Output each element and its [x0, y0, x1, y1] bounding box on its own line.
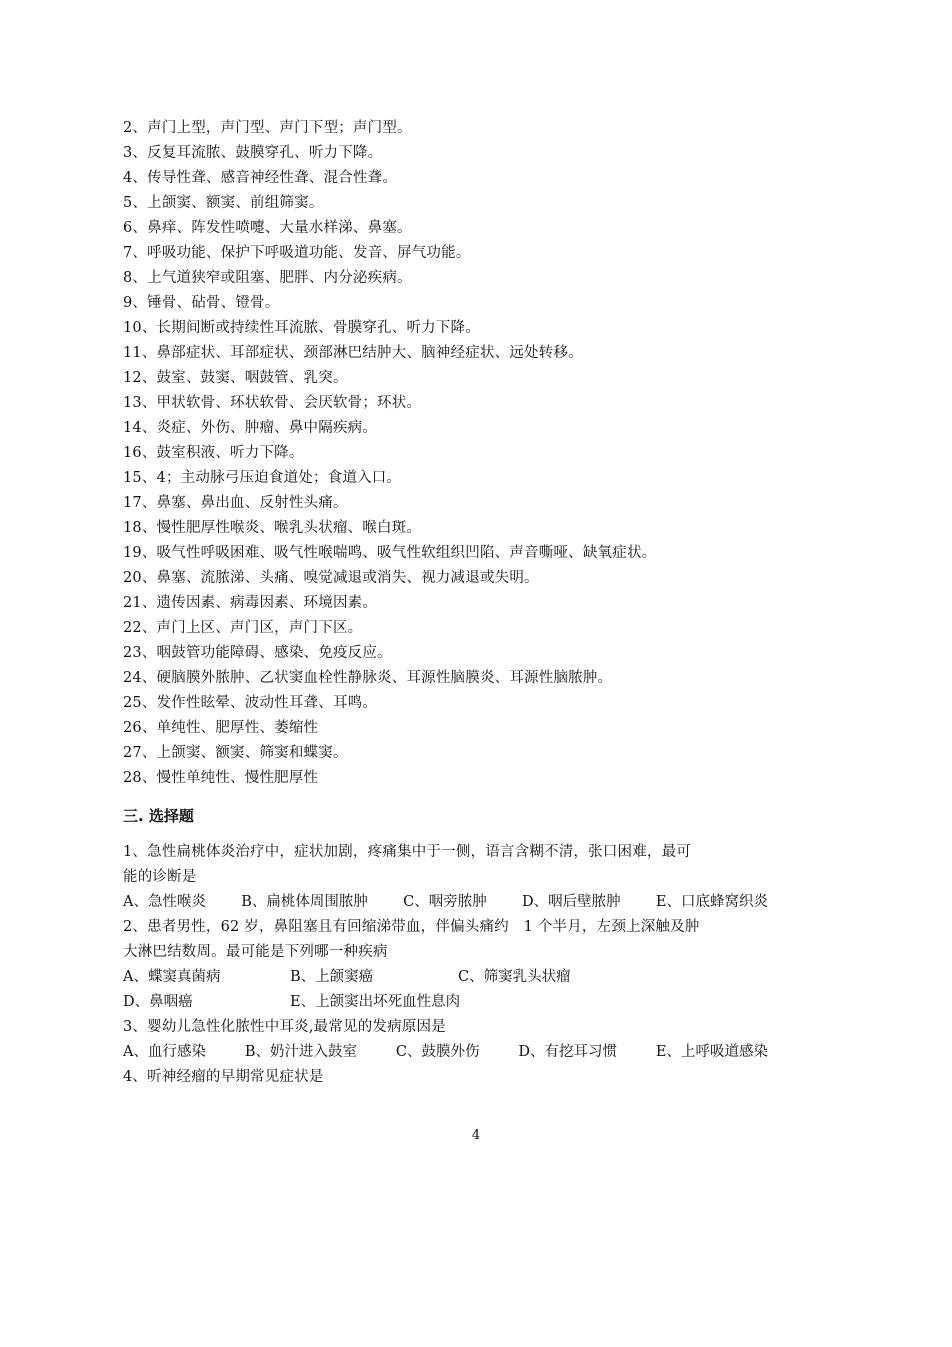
question-1-options	[123, 890, 768, 915]
multiple-choice-questions	[123, 840, 768, 1090]
option-c: C、筛窦乳头状瘤	[458, 969, 571, 985]
answer-line: 14、炎症、外伤、肿瘤、鼻中隔疾病。	[123, 420, 378, 436]
option-e: E、上呼吸道感染	[655, 1044, 768, 1060]
option-b: B、扁桃体周围脓肿	[241, 894, 368, 910]
question-4-stem: 4、听神经瘤的早期常见症状是	[123, 1069, 324, 1085]
answer-line: 24、硬脑膜外脓肿、乙状窦血栓性静脉炎、耳源性脑膜炎、耳源性脑脓肿。	[123, 670, 613, 686]
answer-line: 16、鼓室积液、听力下降。	[123, 445, 304, 461]
question-2-options-row-2	[123, 990, 768, 1015]
answer-line: 5、上颌窦、额窦、前组筛窦。	[123, 195, 324, 211]
answer-line: 27、上颌窦、额窦、筛窦和蝶窦。	[123, 745, 348, 761]
answer-line: 26、单纯性、肥厚性、萎缩性	[123, 720, 319, 736]
question-2-options-row-1	[123, 965, 768, 990]
page-number: 4	[471, 1128, 481, 1143]
answer-line: 4、传导性聋、感音神经性聋、混合性聋。	[123, 170, 398, 186]
answer-line: 19、吸气性呼吸困难、吸气性喉喘鸣、吸气性软组织凹陷、声音嘶哑、缺氧症状。	[123, 545, 657, 561]
question-2-stem: 2、患者男性，62 岁，鼻阻塞且有回缩涕带血，伴偏头痛约 1 个半月，左颈上深触及肿	[123, 919, 700, 935]
option-e: E、口底蜂窝织炎	[655, 894, 768, 910]
answer-line: 3、反复耳流脓、鼓膜穿孔、听力下降。	[123, 145, 383, 161]
answer-line: 18、慢性肥厚性喉炎、喉乳头状瘤、喉白斑。	[123, 520, 422, 536]
question-3-options	[123, 1040, 768, 1065]
answer-line: 6、鼻痒、阵发性喷嚏、大量水样涕、鼻塞。	[123, 220, 412, 236]
fill-in-answers-list	[123, 116, 783, 791]
answer-line: 7、呼吸功能、保护下呼吸道功能、发音、屏气功能。	[123, 245, 471, 261]
answer-line: 9、锤骨、砧骨、镫骨。	[123, 295, 280, 311]
option-a: A、蝶窦真菌病	[123, 969, 221, 985]
option-d: D、有挖耳习惯	[518, 1044, 617, 1060]
answer-line: 10、长期间断或持续性耳流脓、骨膜穿孔、听力下降。	[123, 320, 480, 336]
answer-line: 25、发作性眩晕、波动性耳聋、耳鸣。	[123, 695, 378, 711]
answer-line: 22、声门上区、声门区，声门下区。	[123, 620, 363, 636]
answer-line: 12、鼓室、鼓窦、咽鼓管、乳突。	[123, 370, 348, 386]
answer-line: 17、鼻塞、鼻出血、反射性头痛。	[123, 495, 348, 511]
answer-line: 8、上气道狭窄或阻塞、肥胖、内分泌疾病。	[123, 270, 412, 286]
option-b: B、奶汁进入鼓室	[244, 1044, 358, 1060]
option-a: A、急性喉炎	[123, 894, 206, 910]
question-2-stem-cont: 大淋巴结数周。最可能是下列哪一种疾病	[123, 944, 388, 960]
answer-line: 23、咽鼓管功能障碍、感染、免疫反应。	[123, 645, 392, 661]
option-a: A、血行感染	[123, 1044, 206, 1060]
answer-line: 28、慢性单纯性、慢性肥厚性	[123, 770, 319, 786]
answer-line: 11、鼻部症状、耳部症状、颈部淋巴结肿大、脑神经症状、远处转移。	[123, 345, 583, 361]
question-1-stem-cont: 能的诊断是	[123, 869, 197, 885]
question-1-stem: 1、急性扁桃体炎治疗中，症状加剧，疼痛集中于一侧，语言含糊不清，张口困难，最可	[123, 844, 692, 860]
answer-line: 21、遗传因素、病毒因素、环境因素。	[123, 595, 378, 611]
answer-line: 15、4；主动脉弓压迫食道处；食道入口。	[123, 470, 402, 486]
question-3-stem: 3、婴幼儿急性化脓性中耳炎,最常见的发病原因是	[123, 1019, 446, 1035]
answer-line: 20、鼻塞、流脓涕、头痛、嗅觉减退或消失、视力减退或失明。	[123, 570, 539, 586]
option-d: D、咽后壁脓肿	[522, 894, 621, 910]
option-b: B、上颌窦癌	[290, 969, 374, 985]
option-c: C、咽旁脓肿	[403, 894, 487, 910]
section-title: 三. 选择题	[123, 807, 194, 825]
option-c: C、鼓膜外伤	[395, 1044, 480, 1060]
answer-line: 13、甲状软骨、环状软骨、会厌软骨；环状。	[123, 395, 422, 411]
option-e: E、上颌窦出坏死血性息肉	[290, 994, 461, 1010]
answer-line: 2、声门上型，声门型、声门下型；声门型。	[123, 120, 412, 136]
option-d: D、鼻咽癌	[123, 994, 193, 1010]
